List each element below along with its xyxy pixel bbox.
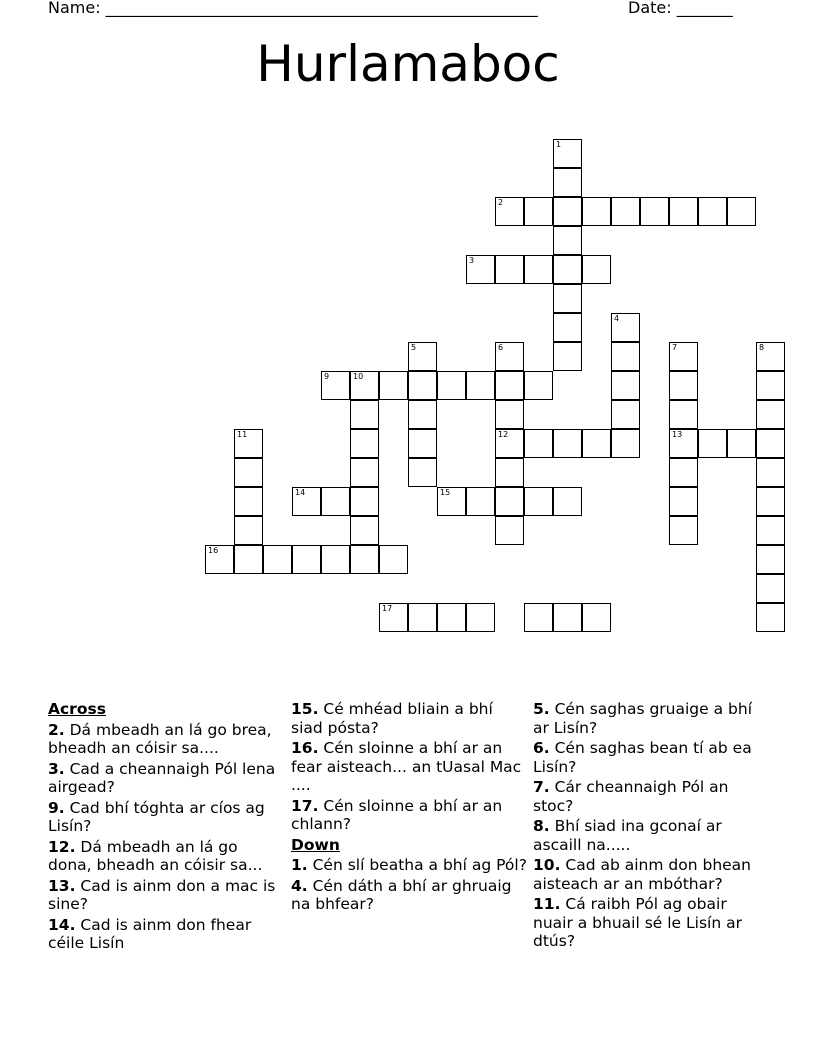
clue-number: 9 [324,372,330,381]
clue-number: 6 [498,343,504,352]
clue-number: 12 [498,430,509,439]
grid-cell[interactable] [669,429,698,458]
clue-number: 11 [237,430,248,439]
clue-num: 10. [533,856,561,874]
clue-text: Cár cheannaigh Pól an stoc? [533,778,729,815]
grid-cell[interactable] [524,197,553,226]
grid-cell[interactable] [524,487,553,516]
clue-number: 7 [672,343,678,352]
grid-cell[interactable] [669,342,698,371]
puzzle-title: Hurlamaboc [256,35,560,93]
grid-cell[interactable] [234,545,263,574]
grid-cell[interactable] [669,516,698,545]
grid-cell[interactable] [321,487,350,516]
clue-num: 1. [291,856,308,874]
clue-num: 5. [533,700,550,718]
grid-cell[interactable] [379,603,408,632]
clue-text: Cén dáth a bhí ar ghruaig na bhfear? [291,876,512,913]
grid-cell[interactable] [350,429,379,458]
grid-cell[interactable] [524,371,553,400]
grid-cell[interactable] [321,545,350,574]
grid-cell[interactable] [495,429,524,458]
grid-cell[interactable] [553,284,582,313]
clue-item [48,838,286,875]
grid-cell[interactable] [611,197,640,226]
grid-cell[interactable] [495,371,524,400]
clue-num: 15. [291,700,319,718]
clue-text: Cén sloinne a bhí ar an chlann? [291,796,503,833]
grid-cell[interactable] [553,313,582,342]
down-clue-list-cont [533,700,771,951]
grid-cell[interactable] [379,371,408,400]
grid-cell[interactable] [553,603,582,632]
grid-cell[interactable] [756,545,785,574]
clue-num: 17. [291,796,319,815]
grid-cell[interactable] [466,603,495,632]
grid-cell[interactable] [756,458,785,487]
grid-cell[interactable] [234,487,263,516]
grid-cell[interactable] [756,516,785,545]
clue-item [533,778,771,815]
grid-cell[interactable] [611,371,640,400]
across-heading: Across [48,700,106,718]
grid-cell[interactable] [350,545,379,574]
clue-num: 11. [533,895,561,913]
clue-number: 1 [556,140,562,149]
grid-cell[interactable] [466,255,495,284]
clue-num: 8. [533,817,550,835]
clue-number: 5 [411,343,417,352]
clue-text: Cén slí beatha a bhí ag Pól? [307,856,527,874]
clue-item [291,856,529,875]
grid-cell[interactable] [669,458,698,487]
grid-cell[interactable] [495,400,524,429]
clue-num: 2. [48,720,65,739]
grid-cell[interactable] [582,197,611,226]
grid-cell[interactable] [669,197,698,226]
grid-cell[interactable] [350,516,379,545]
grid-cell[interactable] [553,226,582,255]
clue-item [533,739,771,776]
grid-cell[interactable] [408,400,437,429]
down-heading: Down [291,835,340,854]
clue-item [291,739,529,795]
grid-cell[interactable] [408,342,437,371]
clue-item [291,700,529,737]
clue-item [48,721,286,758]
grid-cell[interactable] [408,371,437,400]
clue-text: Cad is ainm don a mac is sine? [48,876,276,913]
grid-cell[interactable] [698,429,727,458]
clue-item [533,817,771,854]
clues-column-2 [291,700,529,916]
grid-cell[interactable] [524,603,553,632]
date-field: Date: _______ [628,0,733,17]
grid-cell[interactable] [437,371,466,400]
grid-cell[interactable] [727,197,756,226]
grid-cell[interactable] [553,197,582,226]
across-clue-list-cont [291,700,529,834]
clue-num: 7. [533,778,550,796]
grid-cell[interactable] [495,342,524,371]
grid-cell[interactable] [350,458,379,487]
grid-cell[interactable] [495,487,524,516]
clue-text: Cén saghas gruaige a bhí ar Lisín? [533,700,752,737]
grid-cell[interactable] [756,400,785,429]
grid-cell[interactable] [437,487,466,516]
grid-cell[interactable] [379,545,408,574]
grid-cell[interactable] [553,168,582,197]
grid-cell[interactable] [321,371,350,400]
clue-text: Cad bhí tóghta ar cíos ag Lisín? [48,798,265,835]
grid-cell[interactable] [292,487,321,516]
clue-num: 16. [291,739,319,757]
clue-number: 16 [208,546,219,555]
grid-cell[interactable] [495,255,524,284]
grid-cell[interactable] [553,255,582,284]
clue-num: 6. [533,739,550,757]
grid-cell[interactable] [582,603,611,632]
name-field: Name: ______________________________________________________ [48,0,538,17]
grid-cell[interactable] [553,139,582,168]
grid-cell[interactable] [698,197,727,226]
grid-cell[interactable] [756,429,785,458]
clue-number: 2 [498,198,504,207]
grid-cell[interactable] [495,197,524,226]
clue-number: 13 [672,430,683,439]
clue-text: Dá mbeadh an lá go dona, bheadh an cóisir sa... [48,837,263,874]
clue-num: 12. [48,837,76,856]
grid-cell[interactable] [524,255,553,284]
grid-cell[interactable] [234,429,263,458]
grid-cell[interactable] [756,487,785,516]
grid-cell[interactable] [495,516,524,545]
grid-cell[interactable] [756,342,785,371]
grid-cell[interactable] [611,342,640,371]
clue-item [291,797,529,834]
grid-cell[interactable] [727,429,756,458]
clue-text: Dá mbeadh an lá go brea, bheadh an cóisir sa.... [48,720,272,757]
clue-item [533,700,771,737]
clue-num: 4. [291,876,308,895]
grid-cell[interactable] [234,516,263,545]
clue-num: 3. [48,759,65,778]
clue-text: Cad is ainm don fhear céile Lisín [48,915,252,952]
grid-cell[interactable] [350,487,379,516]
grid-cell[interactable] [466,487,495,516]
clue-num: 9. [48,798,65,817]
grid-cell[interactable] [408,603,437,632]
clue-number: 4 [614,314,620,323]
grid-cell[interactable] [263,545,292,574]
grid-cell[interactable] [640,197,669,226]
clue-number: 8 [759,343,765,352]
grid-cell[interactable] [669,371,698,400]
grid-cell[interactable] [611,400,640,429]
grid-cell[interactable] [292,545,321,574]
grid-cell[interactable] [669,400,698,429]
grid-cell[interactable] [466,371,495,400]
clue-item [533,895,771,951]
clues-column-1 [48,700,286,955]
grid-cell[interactable] [756,603,785,632]
grid-cell[interactable] [408,458,437,487]
clue-num: 14. [48,915,76,934]
grid-cell[interactable] [582,255,611,284]
grid-cell[interactable] [553,487,582,516]
grid-cell[interactable] [437,603,466,632]
clue-item [48,916,286,953]
clue-text: Cad ab ainm don bhean aisteach ar an mbóthar? [533,856,751,893]
across-clue-list [48,721,286,953]
grid-cell[interactable] [350,400,379,429]
clue-item [533,856,771,893]
clue-number: 10 [353,372,364,381]
clue-text: Cén sloinne a bhí ar an fear aisteach... an tUasal Mac .... [291,739,522,794]
clue-number: 3 [469,256,475,265]
clue-item [48,799,286,836]
down-clue-list [291,856,529,914]
grid-cell[interactable] [756,371,785,400]
clue-item [291,877,529,914]
clue-num: 13. [48,876,76,895]
grid-cell[interactable] [205,545,234,574]
grid-cell[interactable] [669,487,698,516]
clue-text: Cén saghas bean tí ab ea Lisín? [533,739,752,776]
grid-cell[interactable] [524,429,553,458]
grid-cell[interactable] [553,342,582,371]
clue-text: Cá raibh Pól ag obair nuair a bhuail sé le Lisín ar dtús? [533,895,742,950]
grid-cell[interactable] [495,458,524,487]
clue-text: Bhí siad ina gconaí ar ascaill na..... [533,817,722,854]
clue-number: 17 [382,604,393,613]
grid-cell[interactable] [582,429,611,458]
clue-text: Cad a cheannaigh Pól lena airgead? [48,759,276,796]
grid-cell[interactable] [611,429,640,458]
grid-cell[interactable] [553,429,582,458]
clue-item [48,760,286,797]
clue-item [48,877,286,914]
grid-cell[interactable] [234,458,263,487]
clue-number: 14 [295,488,306,497]
grid-cell[interactable] [408,429,437,458]
clue-number: 15 [440,488,451,497]
clues-column-3 [533,700,771,953]
grid-cell[interactable] [350,371,379,400]
clue-text: Cé mhéad bliain a bhí siad pósta? [291,700,493,737]
grid-cell[interactable] [756,574,785,603]
grid-cell[interactable] [611,313,640,342]
